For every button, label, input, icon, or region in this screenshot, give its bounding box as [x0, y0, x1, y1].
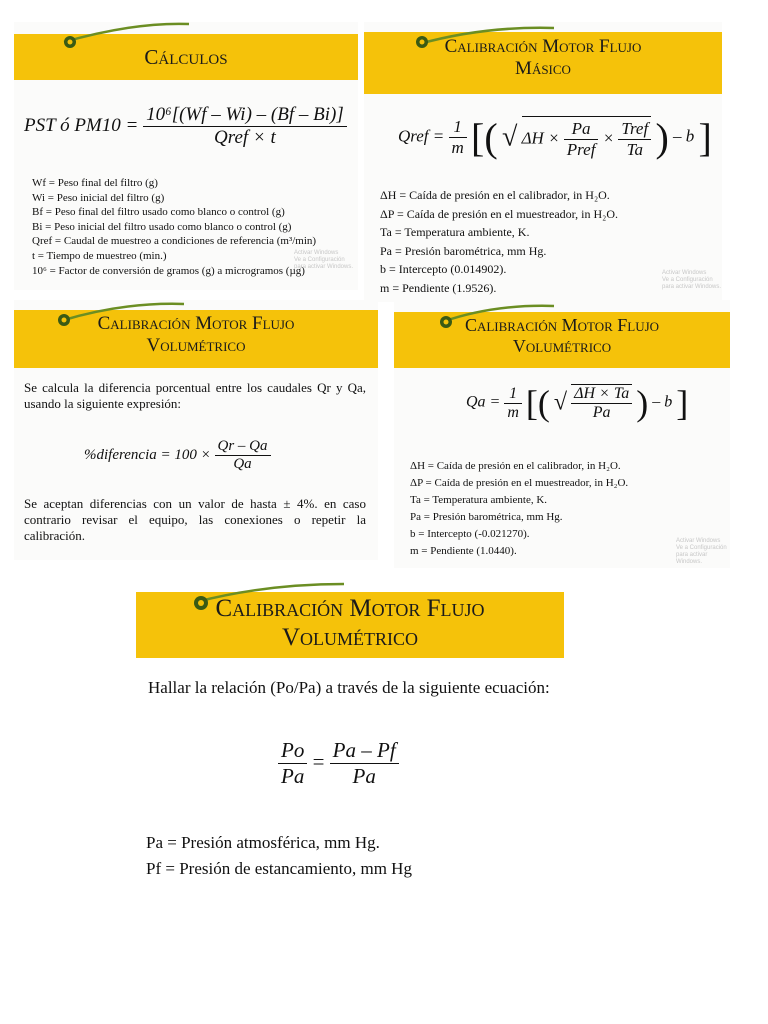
equation-denominator: Qref × t: [214, 127, 276, 148]
fraction-denominator: Pa: [592, 404, 611, 421]
bracket-open: [(: [525, 383, 550, 423]
equation-lhs: %diferencia = 100 ×: [84, 446, 211, 463]
ornament-icon: [438, 314, 454, 330]
coefficient-fraction: [449, 117, 467, 158]
delta-h: ΔH ×: [521, 127, 560, 147]
definition-item: ΔH = Caída de presión en el calibrador, in H₂O.: [410, 460, 621, 472]
definition-item: Wi = Peso inicial del filtro (g): [32, 191, 165, 204]
ornament-icon: [62, 34, 78, 50]
fraction-numerator: 1: [504, 385, 522, 404]
equation-lhs: Qref =: [398, 126, 445, 146]
definition-item: Bf = Peso final del filtro usado como blanco o control (g): [32, 206, 285, 219]
definition-item: Wf = Peso final del filtro (g): [32, 177, 158, 189]
watermark-line: Ve a Configuración para activar Windows.: [676, 545, 727, 565]
fraction-denominator: Pa: [281, 764, 305, 788]
slide-volumetrico-po: [136, 580, 564, 890]
watermark-line: Ve a Configuración para activar Windows.: [294, 257, 354, 270]
fraction-numerator: 1: [449, 117, 467, 138]
intro-paragraph: Se calcula la diferencia porcentual entre los caudales Qr y Qa, usando la siguiente expresión:: [24, 380, 366, 411]
equation-numerator: Qr – Qa: [215, 438, 271, 456]
pst-equation: [24, 104, 347, 149]
bracket-close: ]: [676, 383, 689, 423]
fraction-numerator: ΔH × Ta: [571, 385, 632, 404]
tref-ta-fraction: [618, 119, 651, 160]
slide-masico: [364, 22, 722, 302]
equation-lhs: Qa =: [466, 393, 501, 411]
paren-close: ): [636, 383, 649, 423]
watermark-line: Activar Windows: [294, 250, 339, 256]
ornament-icon: [414, 34, 430, 50]
slide-title-line2: Volumétrico: [512, 335, 612, 356]
times-sign: ×: [602, 127, 615, 147]
equation-lhs: PST ó PM10 =: [24, 114, 139, 136]
equals-sign: =: [312, 749, 325, 774]
watermark-line: Activar Windows: [662, 270, 707, 276]
definitions-list: [146, 830, 412, 882]
fraction-numerator: Po: [278, 738, 307, 764]
definition-item: m = Pendiente (1.9526).: [380, 280, 497, 295]
sqrt-fraction: [571, 384, 632, 422]
definitions-list: [32, 176, 316, 278]
definition-item: Bi = Peso inicial del filtro usado como blanco o control (g): [32, 220, 292, 233]
paren-close: ): [655, 115, 669, 160]
ornament-icon: [56, 312, 72, 328]
diferencia-equation: [84, 438, 271, 473]
pa-pref-fraction: [564, 119, 599, 160]
slide-title-line2: Volumétrico: [281, 623, 419, 651]
equation-denominator: Qa: [233, 456, 252, 472]
definition-item: Ta = Temperatura ambiente, K.: [380, 225, 530, 239]
po-pa-fraction: [278, 738, 307, 789]
definitions-list: [380, 186, 618, 297]
minus-b: – b: [673, 126, 695, 146]
fraction-numerator: Tref: [618, 119, 651, 140]
equation-fraction: [143, 104, 347, 149]
fraction-numerator: Pa – Pf: [330, 738, 399, 764]
watermark-line: Activar Windows: [676, 538, 721, 544]
fraction-numerator: Pa: [564, 119, 599, 140]
fraction-denominator: Pa: [352, 764, 376, 788]
definition-item: 10⁶ = Factor de conversión de gramos (g) a microgramos (µg): [32, 264, 305, 277]
bracket-close: ]: [698, 115, 712, 160]
definition-item: Pa = Presión barométrica, mm Hg.: [380, 243, 547, 258]
definition-item: t = Tiempo de muestreo (min.): [32, 249, 167, 262]
fraction-denominator: m: [507, 403, 519, 421]
slide-title-line1: Calibración Motor Flujo: [215, 595, 485, 622]
definition-item: Ta = Temperatura ambiente, K.: [410, 494, 548, 506]
slide-title-line1: Calibración Motor Flujo: [444, 36, 642, 57]
definition-item: m = Pendiente (1.0440).: [410, 545, 517, 557]
fraction-denominator: m: [451, 138, 464, 157]
watermark-line: Ve a Configuración para activar Windows.: [662, 277, 722, 290]
activation-watermark: [294, 250, 358, 271]
slide-calculos: [14, 22, 358, 290]
slide-title-line1: Calibración Motor Flujo: [464, 315, 660, 335]
fraction-denominator: Ta: [626, 139, 644, 159]
definition-item: ΔP = Caída de presión en el muestreador, in H₂O.: [380, 206, 619, 221]
note-paragraph: Se aceptan diferencias con un valor de hasta ± 4%. en caso contrario revisar el equipo, las conexiones o repetir la calibración.: [24, 496, 366, 543]
definition-item: ΔP = Caída de presión en el muestreador, in H₂O.: [410, 477, 629, 489]
definitions-list: [410, 458, 628, 560]
coefficient-fraction: [504, 385, 522, 422]
activation-watermark: [662, 270, 722, 291]
slide-title-line2: Volumétrico: [146, 334, 246, 356]
sqrt-body: [522, 116, 652, 160]
bracket-open: [(: [471, 115, 498, 160]
definition-item: b = Intercepto (-0.021270).: [410, 528, 530, 540]
qref-equation: [398, 114, 712, 161]
fraction-denominator: Pref: [566, 139, 596, 159]
slide-title: Cálculos: [144, 45, 228, 69]
definition-item: Qref = Caudal de muestreo a condiciones de referencia (m³/min): [32, 235, 317, 248]
definition-item: b = Intercepto (0.014902).: [380, 262, 507, 276]
ornament-icon: [192, 594, 210, 612]
sqrt-symbol: √: [501, 121, 518, 153]
definition-item: ΔH = Caída de presión en el calibrador, in H₂O.: [380, 188, 610, 202]
definition-item: Pa = Presión barométrica, mm Hg.: [410, 511, 563, 523]
slide-title-line2: Másico: [515, 57, 571, 79]
activation-watermark: [676, 538, 730, 566]
slide-title-line1: Calibración Motor Flujo: [97, 313, 295, 334]
slide-volumetrico-qa: [394, 300, 730, 568]
qa-equation: [466, 382, 688, 424]
intro-paragraph: Hallar la relación (Po/Pa) a través de la siguiente ecuación:: [148, 678, 550, 697]
definition-item: Pa = Presión atmosférica, mm Hg.: [146, 833, 380, 852]
definition-item: Pf = Presión de estancamiento, mm Hg: [146, 859, 412, 878]
po-pa-equation: [278, 738, 399, 789]
pa-pf-fraction: [330, 738, 399, 789]
slide-volumetrico-diferencia: [14, 300, 378, 560]
equation-numerator: 10⁶[(Wf – Wi) – (Bf – Bi)]: [143, 104, 347, 127]
minus-b: – b: [652, 393, 673, 411]
equation-fraction: [215, 438, 271, 473]
sqrt-symbol: √: [553, 389, 568, 416]
